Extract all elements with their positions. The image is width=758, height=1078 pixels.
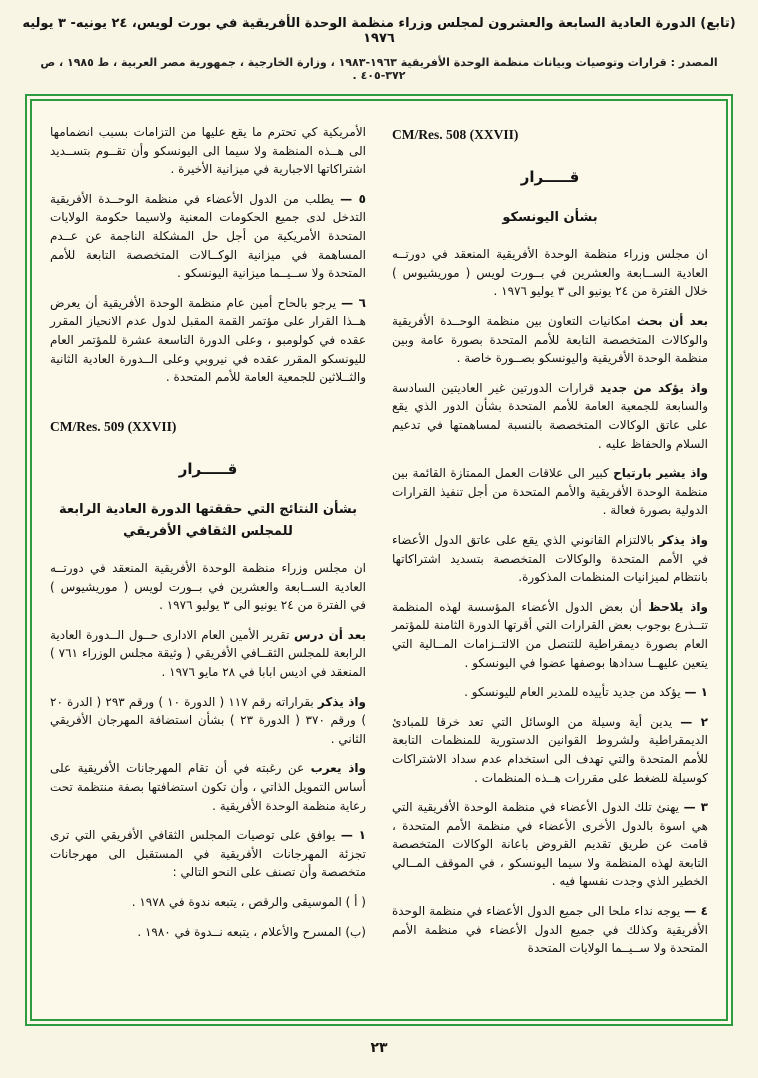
resolution-numbered-item xyxy=(50,190,366,283)
item-number: ٥ — xyxy=(340,191,366,206)
resolution-paragraph xyxy=(50,759,366,815)
resolution-paragraph xyxy=(392,598,708,672)
column-left xyxy=(50,123,366,969)
resolution-paragraph xyxy=(392,312,708,368)
resolution-paragraph xyxy=(392,464,708,520)
paragraph-text: بالالتزام القانوني الذي يقع على عاتق الدول الأعضاء في الأمم المتحدة والوكالات المتخصصة بتسديد اشتراكاتها بانتظام لميزانيات المنظمات المذكورة. xyxy=(392,532,708,585)
resolution-numbered-item xyxy=(392,713,708,787)
page-footer xyxy=(12,1040,746,1056)
two-column-layout xyxy=(50,123,708,969)
paragraph-text: تقرير الأمين العام الادارى حــول الــدورة العادية الرابعة للمجلس الثقــافي الأفريقي ( وثيقة مجلس الوزراء ٧٦١ ) المنعقد في اديس ابابا في ٢٨ مايو ١٩٧٦ . xyxy=(50,627,366,680)
resolution-508-subject: بشأن اليونسكو xyxy=(502,210,598,226)
item-text: يؤكد من جديد تأييده للمدير العام لليونسكو . xyxy=(464,685,685,700)
paragraph-lead: بعد أن درس xyxy=(294,627,366,642)
resolution-paragraph xyxy=(392,379,708,453)
resolution-numbered-item xyxy=(392,683,708,702)
paragraph-text: قرارات الدورتين غير العاديتين السادسة والسابعة للجمعية العامة للأمم المتحدة بشأن الدور الذي يقع على عاتق الوكالات المتخصصة بالنسبة لمساهمتها في تدعيم السلام والحفاظ عليه . xyxy=(392,380,708,451)
item-text: ( أ ) الموسيقى والرقص ، يتبعه ندوة في ١٩٧٨ . xyxy=(131,894,366,909)
paragraph-text: الأمريكية كي تحترم ما يقع عليها من التزامات بسبب انضمامها الى هــذه المنظمة ولا سيما الى اليونسكو وأن تقــوم بتســديد اشتراكاتها الاجبارية في ميزانية الأخيرة . xyxy=(50,125,366,177)
resolution-508-heading: قـــــرار xyxy=(520,167,580,186)
item-number: ٦ — xyxy=(341,295,366,310)
paragraph-lead: واذ يذكر xyxy=(317,694,366,709)
item-number: ٣ — xyxy=(683,800,708,815)
item-text: (ب) المسرح والأعلام ، يتبعه نــدوة في ١٩٨٠ . xyxy=(137,924,366,939)
paragraph-text: امكانيات التعاون بين منظمة الوحــدة الأفريقية والوكالات المتخصصة التابعة للأمم المتحدة بصورة عامة وبين منظمة الوحدة الأفريقية واليونسكو بصــورة خاصة . xyxy=(392,314,708,366)
paragraph-lead: بعد أن بحث xyxy=(636,314,708,329)
header-session-title: (تابع) الدورة العادية السابعة والعشرون لمجلس وزراء منظمة الوحدة الأفريقية في بورت لويس، ٢٤ يونيه- ٣ يوليه ١٩٧٦ xyxy=(22,16,736,46)
resolution-509-heading: قـــــرار xyxy=(178,459,238,478)
paragraph-text: عن رغبته في أن تقام المهرجانات الأفريقية على أساس التمويل الذاتي ، وأن تكون استضافتها بصفة منتظمة تحت رعاية منظمة الوحدة الأفريقية . xyxy=(50,761,366,813)
paragraph-text: بقراراته رقم ١١٧ ( الدورة ١٠ ) ورقم ٢٩٣ ( الدرة ٢٠ ) ورقم ٣٧٠ ( الدورة ٢٣ ) بشأن استضافة المهرجان الأفريقي الثاني . xyxy=(50,694,366,746)
resolution-continuation-paragraph xyxy=(50,123,366,179)
paragraph-text: أن بعض الدول الأعضاء المؤسسة لهذه المنظمة تتــذرع بوجوب بعض القرارات التي أقرتها الدورة الثامنة للمؤتمر العام بصورة ديمقراطية للتنصل من الالتــزامات المــالية التي يتعين عليهــا سدادها بوصفها عضوا في اليونسكو . xyxy=(392,599,708,670)
paragraph-text: ان مجلس وزراء منظمة الوحدة الأفريقية المنعقد في دورتــه العادية الســابعة والعشرين في بــورت لويس ( موريشيوس ) في الفترة من ٢٤ يونيو الى ٣ يوليو ١٩٧٦ . xyxy=(50,561,366,613)
resolution-509-subject: بشأن النتائج التي حققتها الدورة العادية الرابعة للمجلس الثقافي الأفريقي xyxy=(58,501,358,539)
resolution-paragraph xyxy=(50,559,366,615)
paragraph-lead: واذ يعرب xyxy=(310,761,366,776)
resolution-numbered-item xyxy=(392,798,708,891)
resolution-509-block xyxy=(50,417,366,941)
paragraph-lead: واذ يؤكد من جديد xyxy=(600,380,708,395)
resolution-list-item xyxy=(50,923,366,942)
item-text: يوافق على توصيات المجلس الثقافي الأفريقي التي ترى تجزئة المهرجانات الأفريقية في المستقبل الى مهرجانات متخصصة وأن تصنف على النحو التالي : xyxy=(50,828,366,880)
resolution-numbered-item xyxy=(50,294,366,387)
item-text: يرجو بالحاح أمين عام منظمة الوحدة الأفريقية أن يعرض هــذا القرار على مؤتمر القمة المقبل لدول عدم الانحياز المقرر عقده في كولومبو ، وعلى الدورة التاسعة عشرة للمؤتمر العام لليونسكو المقرر عقده في نيروبي وعلى الــدورة العادية الثانية والثــلاثين للجمعية العامة للأمم المتحدة . xyxy=(50,295,366,385)
content-frame xyxy=(25,94,733,1026)
resolution-numbered-item xyxy=(50,826,366,882)
item-text: يطلب من الدول الأعضاء في منظمة الوحــدة الأفريقية التدخل لدى جميع الحكومات المعنية ولاسيما حكومة الولايات المتحدة الأمريكية من أجل حل المشكلة الناجمة عن عــدم المساهمة في ميزانية الوكــالات المتخصصة التابعة للأمم المتحدة ولا ســيــما ميزانية اليونسكو . xyxy=(50,191,366,281)
paragraph-lead: واذ يلاحظ xyxy=(648,599,708,614)
item-text: يهنئ تلك الدول الأعضاء في منظمة الوحدة الأفريقية التي هي اسوة بالدول الأخرى الأعضاء في منظمة الأمم المتحدة ، قامت عن طريق تقديم القروض باعانة الوكالات المتخصصة التابعة لهذه المنظمة ولا سيما اليونسكو ، في الموقف المــالي الخطير الذي وجدت نفسها فيه . xyxy=(392,800,708,889)
resolution-paragraph xyxy=(392,531,708,587)
item-number: ١ — xyxy=(340,828,366,843)
resolution-list-item xyxy=(50,893,366,912)
paragraph-lead: واذ يذكر xyxy=(658,532,708,547)
item-number: ٢ — xyxy=(680,714,708,729)
item-number: ١ — xyxy=(684,685,708,700)
paragraph-text: كبير الى علاقات العمل الممتازة القائمة بين منظمة الوحدة الأفريقية والأمم المتحدة من أجل تنفيذ القرارات الدولية بصورة فعالة . xyxy=(392,466,708,518)
item-text: يوجه نداء ملحا الى جميع الدول الأعضاء في منظمة الوحدة الأفريقية وكذلك في جميع الدول الأعضاء في منظمة الأمم المتحدة ولا ســيــما الولايات المتحدة xyxy=(392,904,708,956)
item-number: ٤ — xyxy=(684,904,708,919)
paragraph-lead: واذ يشير بارتياح xyxy=(613,466,708,481)
header-source-line: المصدر : قرارات وتوصيات وبيانات منظمة الوحدة الأفريقية ١٩٦٣-١٩٨٣ ، وزارة الخارجية ، جمهورية مصر العربية ، ط ١٩٨٥ ، ص ٣٧٢-٤٠٥ . xyxy=(40,56,718,82)
resolution-numbered-item xyxy=(392,902,708,958)
resolution-paragraph xyxy=(50,693,366,749)
page-number: ٢٣ xyxy=(370,1040,388,1056)
resolution-509-id: CM/Res. 509 (XXVII) xyxy=(50,418,177,434)
paragraph-text: ان مجلس وزراء منظمة الوحدة الأفريقية المنعقد في دورتــه العادية الســابعة والعشرين في بــورت لويس ( موريشيوس ) خلال الفترة من ٢٤ يونيو الى ٣ يوليو ١٩٧٦ . xyxy=(392,247,708,299)
resolution-paragraph xyxy=(392,245,708,301)
page-header xyxy=(18,16,740,82)
resolution-paragraph xyxy=(50,626,366,682)
item-text: يدين أية وسيلة من الوسائل التي تعد خرقا للمبادئ الديمقراطية ولشروط القوانين الدستورية للمنظمات التابعة للأمم المتحدة والتي تهدف الى استخدام عدم سداد الاشتراكات كوسيلة للضغط على مقررات هــذه المنظمات . xyxy=(392,714,708,785)
resolution-508-id: CM/Res. 508 (XXVII) xyxy=(392,127,519,142)
column-right xyxy=(392,123,708,969)
